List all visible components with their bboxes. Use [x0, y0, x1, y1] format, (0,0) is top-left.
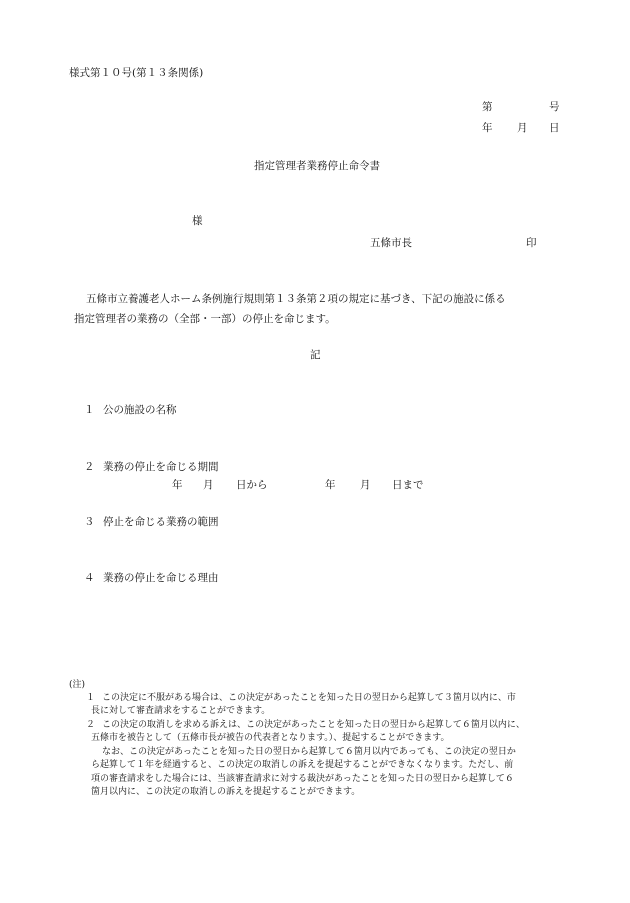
period-from-year: 年 — [172, 479, 183, 491]
item-4-label: 業務の停止を命じる理由 — [103, 572, 219, 584]
note-2-number: ２ — [86, 720, 96, 730]
form-label: 様式第１０号(第１３条関係) — [69, 67, 204, 79]
body-text-line-1: 五條市立養護老人ホーム条例施行規則第１３条第２項の規定に基づき、下記の施設に係る — [86, 293, 506, 305]
doc-number-dai: 第 — [482, 101, 493, 113]
doc-date-month: 月 — [517, 122, 528, 134]
period-to-month: 月 — [360, 479, 371, 491]
note-2-line-3: なお、この決定があったことを知った日の翌日から起算して６箇月以内であっても、この決定の翌日か — [102, 747, 516, 757]
note-1-line-1: この決定に不服がある場合は、この決定があったことを知った日の翌日から起算して３箇月以内に、市 — [102, 693, 516, 703]
item-1-number: １ — [84, 404, 95, 416]
body-text-line-2: 指定管理者の業務の（全部・一部）の停止を命じます。 — [74, 313, 336, 325]
period-to-year: 年 — [325, 479, 336, 491]
doc-number-go: 号 — [549, 101, 560, 113]
item-1-label: 公の施設の名称 — [103, 404, 177, 416]
note-2-line-5: 項の審査請求をした場合には、当該審査請求に対する裁決があったことを知った日の翌日から起算して６ — [91, 774, 514, 784]
seal-mark: 印 — [526, 237, 537, 249]
doc-date-day: 日 — [549, 122, 560, 134]
period-from-month: 月 — [203, 479, 214, 491]
item-2-number: ２ — [84, 461, 95, 473]
doc-date-year: 年 — [482, 122, 493, 134]
note-1-line-2: 長に対して審査請求をすることができます。 — [91, 706, 271, 716]
item-3-label: 停止を命じる業務の範囲 — [103, 516, 219, 528]
item-4-number: ４ — [84, 572, 95, 584]
note-2-line-6: 箇月以内に、この決定の取消しの訴えを提起することができます。 — [91, 787, 361, 797]
ki-heading: 記 — [310, 349, 321, 361]
note-2-line-2: 五條市を被告として（五條市長が被告の代表者となります。）、提起することができます。 — [91, 733, 450, 743]
period-to-day: 日まで — [392, 479, 424, 491]
note-1-number: １ — [86, 693, 96, 703]
document-title: 指定管理者業務停止命令書 — [254, 160, 380, 172]
note-2-line-4: ら起算して１年を経過すると、この決定の取消しの訴えを提起することができなくなります。ただし、前 — [91, 760, 514, 770]
notes-header: (注) — [69, 680, 86, 690]
item-3-number: ３ — [84, 516, 95, 528]
issuer-name: 五條市長 — [370, 237, 412, 249]
addressee-suffix: 様 — [192, 215, 203, 227]
item-2-label: 業務の停止を命じる期間 — [103, 461, 219, 473]
period-from-day: 日から — [236, 479, 268, 491]
note-2-line-1: この決定の取消しを求める訴えは、この決定があったことを知った日の翌日から起算して６箇月以内に、 — [102, 720, 525, 730]
